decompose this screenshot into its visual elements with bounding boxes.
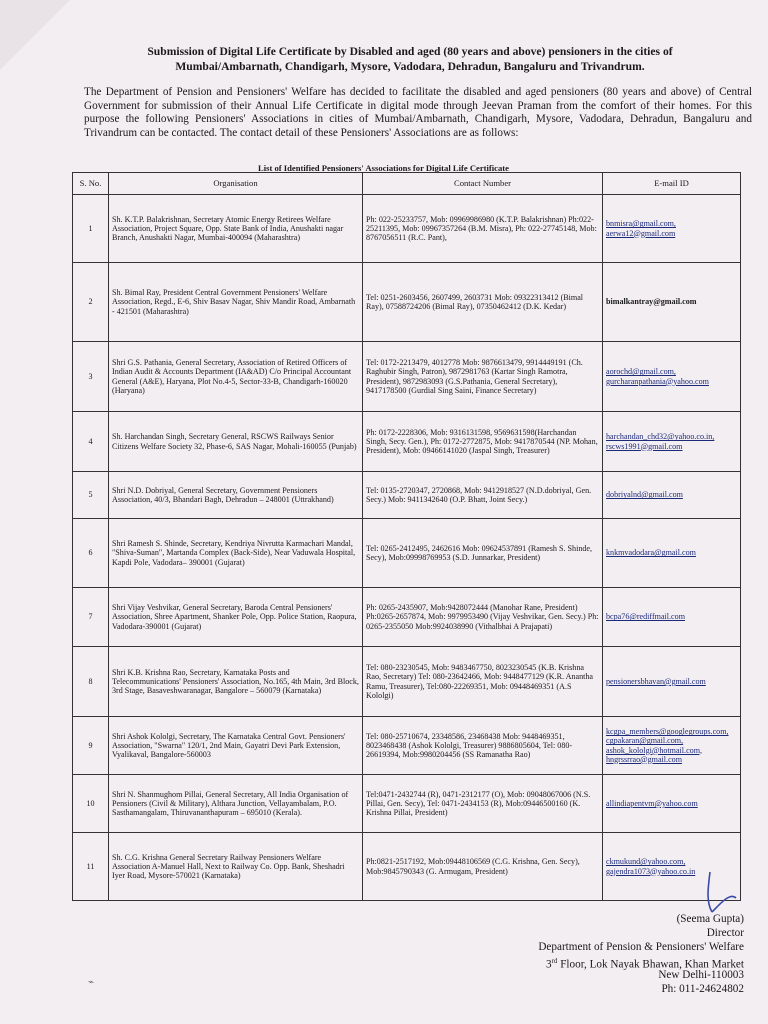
address-floor-suffix: rd <box>551 957 558 965</box>
signatory-department: Department of Pension & Pensioners' Welfare <box>538 941 744 953</box>
row-contact: Ph: 0265-2435907, Mob:9428072444 (Manohar Rane, President) Ph:0265-2657874, Mob: 9979953490 (Vijay Veshvikar, Gen. Secy.) Ph: 0265-2355050 Mob:9924038990 (Vithalbhai A Prajapati) <box>363 588 603 647</box>
row-contact: Tel: 0135-2720347, 2720868, Mob: 9412918527 (N.D.dobriyal, Gen. Secy.) Mob: 9411342640 (O.P. Bhatt, Joint Secy.) <box>363 472 603 519</box>
header-organisation: Organisation <box>109 173 363 195</box>
table-row <box>73 195 741 263</box>
row-sno: 4 <box>73 412 109 472</box>
table-row <box>73 647 741 717</box>
row-organisation: Sh. Bimal Ray, President Central Government Pensioners' Welfare Association, Regd., E-6, Shiv Basav Nagar, Shiv Mandir Road, Ambarnath - 421501 (Maharashtra) <box>109 263 363 342</box>
row-contact: Ph: 0172-2228306, Mob: 9316131598, 9569631598(Harchandan Singh, Secy. Gen.), Ph: 0172-2772875, Mob: 9417870544 (NP. Mohan, President), Mob: 09466141020 (Jaspal Singh, Treasurer) <box>363 412 603 472</box>
row-email[interactable]: harchandan_chd32@yahoo.co.in, rscws1991@gmail.com <box>603 412 741 472</box>
row-contact: Ph: 022-25233757, Mob: 09969986980 (K.T.P. Balakrishnan) Ph:022-25211395, Mob: 09967357264 (B.M. Misra), Ph: 022-27745148, Mob: 8767056511 (R.C. Pant), <box>363 195 603 263</box>
table-row <box>73 717 741 775</box>
row-organisation: Shri N. Shanmughom Pillai, General Secretary, All India Organisation of Pensioners (Civil & Military), Althara Junction, Vellayambalam, P.O. Sasthamangalam, Thiruvananthapuram – 695010 (Kerala). <box>109 775 363 833</box>
header-sno: S. No. <box>73 173 109 195</box>
row-sno: 2 <box>73 263 109 342</box>
table-row <box>73 342 741 412</box>
folded-corner <box>0 0 70 70</box>
row-email[interactable]: bnmisra@gmail.com, aerwa12@gmail.com <box>603 195 741 263</box>
row-contact: Tel: 0172-2213479, 4012778 Mob: 9876613479, 9914449191 (Ch. Raghubir Singh, Patron), 9872981763 (Kartar Singh Ramotra, President), 9872983093 (G.S.Pathania, General Secretary), 9417178500 (Gurdial Sing Saini, Finance Secretary) <box>363 342 603 412</box>
row-organisation: Shri K.B. Krishna Rao, Secretary, Karnataka Posts and Telecommunications' Pensioners' Association, No.165, 4th Main, 3rd Block, 3rd Stage, Basaveshwaranagar, Bangalore – 560079 (Karnataka) <box>109 647 363 717</box>
row-sno: 7 <box>73 588 109 647</box>
row-sno: 3 <box>73 342 109 412</box>
pen-mark-icon: ⌁ <box>88 977 95 988</box>
row-organisation: Shri Ashok Kololgi, Secretary, The Karnataka Central Govt. Pensioners' Association, "Swarna" 120/1, 2nd Main, Gayatri Devi Park Extension, Vyalikaval, Bangalore-560003 <box>109 717 363 775</box>
address-floor: 3 <box>545 958 552 971</box>
row-contact: Tel:0471-2432744 (R), 0471-2312177 (O), Mob: 09048067006 (N.S. Pillai, Gen. Secy), Tel: 0471-2434153 (R), Mob:09446500160 (K. Krishna Pillai, President) <box>363 775 603 833</box>
row-email[interactable]: dobriyalnd@gmail.com <box>603 472 741 519</box>
row-email[interactable]: kcgpa_members@googlegroups.com, cgpakaran@gmail.com, ashok_kololgi@hotmail.com, hngrssrrao@gmail.com <box>603 717 741 775</box>
row-sno: 1 <box>73 195 109 263</box>
row-organisation: Sh. Harchandan Singh, Secretary General, RSCWS Railways Senior Citizens Welfare Society 32, Phase-6, SAS Nagar, Mohali-160055 (Punjab) <box>109 412 363 472</box>
row-email[interactable]: knkmvadodara@gmail.com <box>603 519 741 588</box>
row-sno: 5 <box>73 472 109 519</box>
row-sno: 10 <box>73 775 109 833</box>
header-email: E-mail ID <box>603 173 741 195</box>
row-organisation: Shri Ramesh S. Shinde, Secretary, Kendriya Nivrutta Karmachari Mandal, "Shiva-Suman", Martanda Complex (Back-Side), Near Vaduwala Hospital, Kapdi Pole, Vadodara– 390001 (Gujarat) <box>109 519 363 588</box>
signatory-phone: Ph: 011-24624802 <box>661 983 744 995</box>
address-rest: Floor, Lok Nayak Bhawan, Khan Market <box>557 958 744 971</box>
row-sno: 8 <box>73 647 109 717</box>
document-title: Submission of Digital Life Certificate by Disabled and aged (80 years and above) pensioners in the cities of Mumbai/Ambarnath, Chandigarh, Mysore, Vadodara, Dehradun, Bangaluru and Trivandrum. <box>147 45 673 73</box>
row-contact: Tel: 0265-2412495, 2462616 Mob: 09624537891 (Ramesh S. Shinde, Secy), Mob:09998769953 (S.D. Junnarkar, President) <box>363 519 603 588</box>
row-email[interactable]: ckmukund@yahoo.com, gajendra1073@yahoo.co.in <box>603 833 741 901</box>
signatory-name: (Seema Gupta) <box>676 913 744 925</box>
row-email[interactable]: allindiapentvm@yahoo.com <box>603 775 741 833</box>
row-sno: 6 <box>73 519 109 588</box>
table-row <box>73 412 741 472</box>
row-email[interactable]: aorochd@gmail.com, gurcharanpathania@yahoo.com <box>603 342 741 412</box>
row-sno: 11 <box>73 833 109 901</box>
table-row <box>73 263 741 342</box>
header-contact: Contact Number <box>363 173 603 195</box>
table-row <box>73 588 741 647</box>
signatory-designation: Director <box>706 927 744 939</box>
row-organisation: Shri G.S. Pathania, General Secretary, Association of Retired Officers of Indian Audit & Accounts Department (IA&AD) C/o Principal Accountant General (A&E), Haryana, Plot No.4-5, Sector-33-B, Chandigarh-160020 (Haryana) <box>109 342 363 412</box>
table-row <box>73 519 741 588</box>
row-organisation: Sh. K.T.P. Balakrishnan, Secretary Atomic Energy Retirees Welfare Association, Project Square, Opp. State Bank of India, Anushakti nagar Branch, Anushakti Nagar, Mumbai-400094 (Maharashtra) <box>109 195 363 263</box>
row-sno: 9 <box>73 717 109 775</box>
associations-table <box>72 172 741 901</box>
row-contact: Ph:0821-2517192, Mob:09448106569 (C.G. Krishna, Gen. Secy), Mob:9845790343 (G. Armugam, President) <box>363 833 603 901</box>
row-organisation: Shri Vijay Veshvikar, General Secretary, Baroda Central Pensioners' Association, Shree Apartment, Shanker Pole, Opp. Police Station, Raopura, Vadodara-390001 (Gujarat) <box>109 588 363 647</box>
row-contact: Tel: 0251-2603456, 2607499, 2603731 Mob: 09322313412 (Bimal Ray), 07588724206 (Bimal Ray), 07350462412 (D.K. Kedar) <box>363 263 603 342</box>
row-email[interactable]: bimalkantray@gmail.com <box>603 263 741 342</box>
signatory-city: New Delhi-110003 <box>658 969 744 981</box>
table-row <box>73 472 741 519</box>
table-caption: List of Identified Pensioners' Associations for Digital Life Certificate <box>258 163 509 173</box>
signature-mark-icon <box>700 868 740 918</box>
row-organisation: Sh. C.G. Krishna General Secretary Railway Pensioners Welfare Association A-Manuel Hall, Next to Railway Co. Opp. Bank, Sheshadri Iyer Road, Mysore-570021 (Karnataka) <box>109 833 363 901</box>
intro-paragraph: The Department of Pension and Pensioners' Welfare has decided to facilitate the disabled and aged pensioners (80 years and above) of Central Government for submission of their Annual Life Certificate in digital mode through Jeevan Praman from the comfort of their homes. For this purpose the following Pensioners' Associations in cities of Mumbai/Ambarnath, Chandigarh, Mysore, Vadodara, Dehradun, Bangaluru and Trivandrum can be contacted. The contact detail of these Pensioners' Associations are as follows: <box>84 86 752 139</box>
table-row <box>73 775 741 833</box>
row-contact: Tel: 080-23230545, Mob: 9483467750, 8023230545 (K.B. Krishna Rao, Secretary) Tel: 080-23642466, Mob: 9448477129 (K.R. Anantha Ramu, Treasurer), Tel:080-22269351, Mob: 09448469351 (A.S Kololgi) <box>363 647 603 717</box>
row-contact: Tel: 080-25710674, 23348586, 23468438 Mob: 9448469351, 8023468438 (Ashok Kololgi, Treasurer) 9886805604, Tel: 080-26619394, Mob:9980204456 (SS Ramanatha Rao) <box>363 717 603 775</box>
table-row <box>73 833 741 901</box>
row-email[interactable]: pensionersbhavan@gmail.com <box>603 647 741 717</box>
row-organisation: Shri N.D. Dobriyal, General Secretary, Government Pensioners Association, 40/3, Bhandari Bagh, Dehradun – 248001 (Uttrakhand) <box>109 472 363 519</box>
table-header-row <box>73 173 741 195</box>
row-email[interactable]: bcpa76@rediffmail.com <box>603 588 741 647</box>
